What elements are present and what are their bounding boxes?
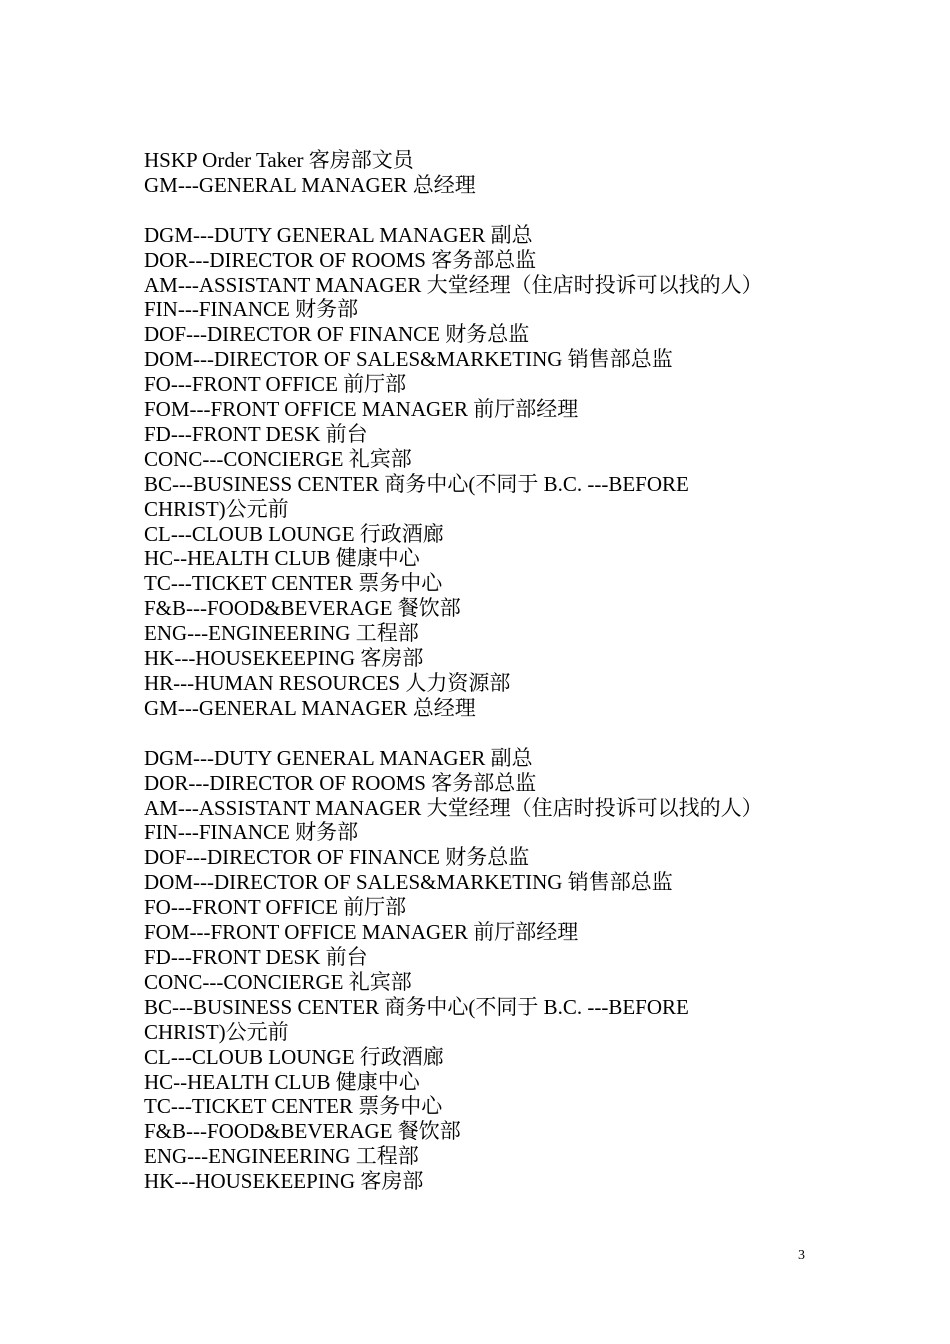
text-line: DOF---DIRECTOR OF FINANCE 财务总监	[144, 322, 530, 347]
document-body	[144, 148, 824, 1194]
text-line: HC--HEALTH CLUB 健康中心	[144, 546, 420, 571]
text-line: DOM---DIRECTOR OF SALES&MARKETING 销售部总监	[144, 347, 673, 372]
text-line: DOR---DIRECTOR OF ROOMS 客务部总监	[144, 247, 537, 272]
text-line: ENG---ENGINEERING 工程部	[144, 1144, 419, 1169]
text-line: BC---BUSINESS CENTER 商务中心(不同于 B.C. ---BEFORE	[144, 471, 689, 496]
text-line: CONC---CONCIERGE 礼宾部	[144, 969, 412, 994]
text-line: HR---HUMAN RESOURCES 人力资源部	[144, 671, 511, 696]
text-line: ENG---ENGINEERING 工程部	[144, 621, 419, 646]
text-line: CHRIST)公元前	[144, 496, 289, 521]
text-line: DGM---DUTY GENERAL MANAGER 副总	[144, 745, 533, 770]
text-line: AM---ASSISTANT MANAGER 大堂经理（住店时投诉可以找的人）	[144, 272, 763, 297]
text-line: HSKP Order Taker 客房部文员	[144, 148, 414, 172]
text-line: FD---FRONT DESK 前台	[144, 944, 368, 969]
text-line: FD---FRONT DESK 前台	[144, 421, 368, 446]
text-line: TC---TICKET CENTER 票务中心	[144, 571, 443, 596]
blank-line	[144, 721, 824, 746]
text-line: HK---HOUSEKEEPING 客房部	[144, 646, 424, 671]
text-line: DGM---DUTY GENERAL MANAGER 副总	[144, 222, 533, 247]
text-line: TC---TICKET CENTER 票务中心	[144, 1094, 443, 1119]
text-line: FOM---FRONT OFFICE MANAGER 前厅部经理	[144, 920, 579, 945]
text-line: CL---CLOUB LOUNGE 行政酒廊	[144, 521, 444, 546]
text-line: F&B---FOOD&BEVERAGE 餐饮部	[144, 1119, 461, 1144]
text-line: DOF---DIRECTOR OF FINANCE 财务总监	[144, 845, 530, 870]
text-line: HK---HOUSEKEEPING 客房部	[144, 1169, 424, 1194]
text-line: BC---BUSINESS CENTER 商务中心(不同于 B.C. ---BEFORE	[144, 994, 689, 1019]
text-line: GM---GENERAL MANAGER 总经理	[144, 695, 476, 720]
text-line: CL---CLOUB LOUNGE 行政酒廊	[144, 1044, 444, 1069]
text-line: FIN---FINANCE 财务部	[144, 297, 359, 322]
text-line: DOR---DIRECTOR OF ROOMS 客务部总监	[144, 770, 537, 795]
page-number: 3	[798, 1248, 805, 1263]
text-line: FIN---FINANCE 财务部	[144, 820, 359, 845]
text-line: CHRIST)公元前	[144, 1019, 289, 1044]
text-line: CONC---CONCIERGE 礼宾部	[144, 446, 412, 471]
text-line: FO---FRONT OFFICE 前厅部	[144, 372, 407, 397]
text-line: GM---GENERAL MANAGER 总经理	[144, 172, 476, 197]
blank-line	[144, 198, 824, 223]
text-line: FOM---FRONT OFFICE MANAGER 前厅部经理	[144, 397, 579, 422]
text-line: AM---ASSISTANT MANAGER 大堂经理（住店时投诉可以找的人）	[144, 795, 763, 820]
text-line: DOM---DIRECTOR OF SALES&MARKETING 销售部总监	[144, 870, 673, 895]
text-line: FO---FRONT OFFICE 前厅部	[144, 895, 407, 920]
text-line: F&B---FOOD&BEVERAGE 餐饮部	[144, 596, 461, 621]
text-line: HC--HEALTH CLUB 健康中心	[144, 1069, 420, 1094]
